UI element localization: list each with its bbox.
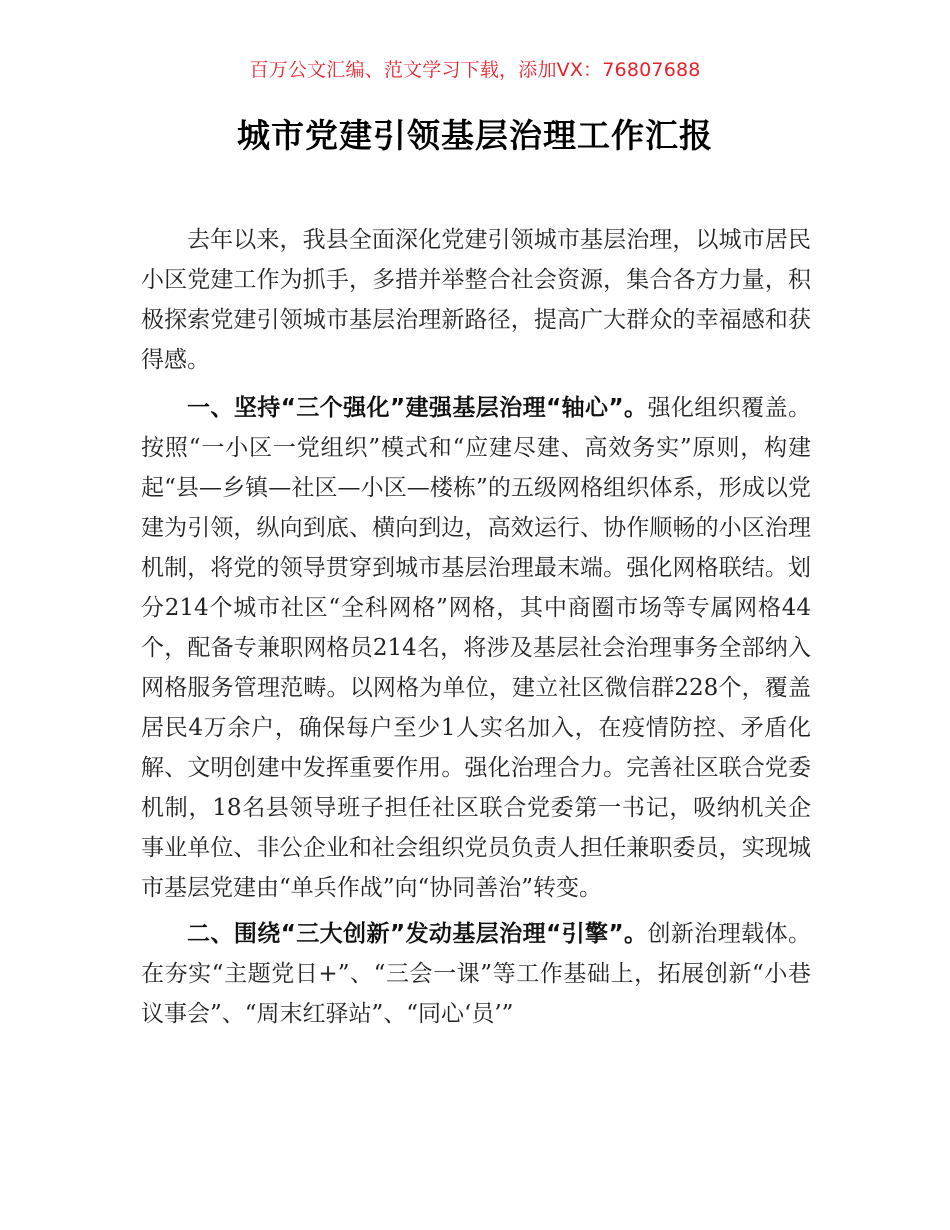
section-heading: 二、围绕“三大创新”发动基层治理“引擎”。 (187, 921, 648, 947)
paragraph-text: 创新治理载体。在夯实“主题党日+”、“三会一课”等工作基础上，拓展创新“小巷议事会”、“周末红驿站”、“同心‘员’” (141, 921, 812, 1027)
paragraph-text: 强化组织覆盖。按照“一小区一党组织”模式和“应建尽建、高效务实”原则，构建起“县—乡镇—社区—小区—楼栋”的五级网格组织体系，形成以党建为引领，纵向到底、横向到边，高效运行、协作顺畅的小区治理机制，将党的领导贯穿到城市基层治理最末端。强化网格联结。划分214个城市社区“全科网格”网格，其中商圈市场等专属网格44个，配备专兼职网格员214名，将涉及基层社会治理事务全部纳入网格服务管理范畴。以网格为单位，建立社区微信群228个，覆盖居民4万余户，确保每户至少1人实名加入，在疫情防控、矛盾化解、文明创建中发挥重要作用。强化治理合力。完善社区联合党委机制，18名县领导班子担任社区联合党委第一书记，吸纳机关企事业单位、非公企业和社会组织党员负责人担任兼职委员，实现城市基层党建由“单兵作战”向“协同善治”转变。 (141, 395, 812, 901)
header-note: 百万公文汇编、范文学习下载，添加VX：76807688 (249, 59, 701, 81)
page-title: 城市党建引领基层治理工作汇报 (237, 116, 713, 155)
section-paragraph-1 (141, 388, 811, 908)
intro-paragraph (141, 220, 811, 380)
paragraph-text: 去年以来，我县全面深化党建引领城市基层治理，以城市居民小区党建工作为抓手，多措并举整合社会资源，集合各方力量，积极探索党建引领城市基层治理新路径，提高广大群众的幸福感和获得感。 (141, 227, 811, 373)
section-paragraph-2 (141, 914, 811, 1034)
document-body (141, 220, 811, 1040)
section-heading: 一、坚持“三个强化”建强基层治理“轴心”。 (187, 395, 648, 421)
